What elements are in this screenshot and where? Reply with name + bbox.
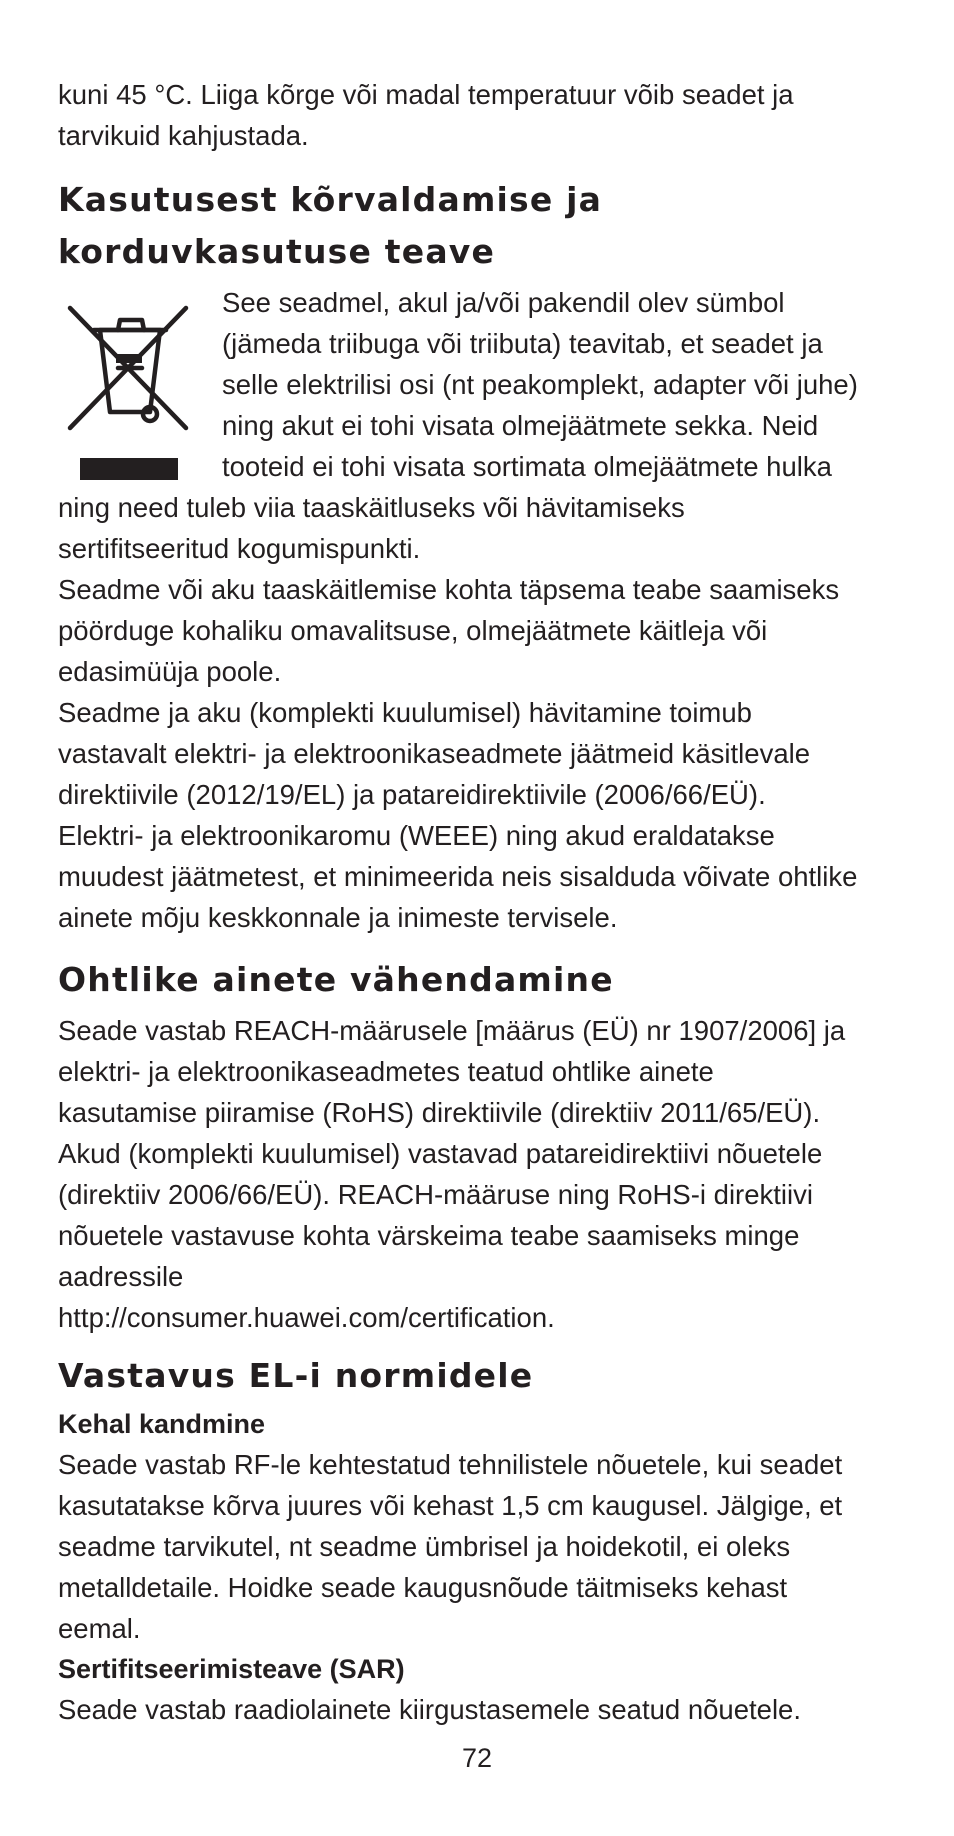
disposal-heading: Kasutusest kõrvaldamise ja korduvkasutuse teave bbox=[58, 180, 603, 271]
hazardous-paragraph: Seade vastab REACH-määrusele [määrus (EÜ) nr 1907/2006] ja elektri- ja elektroonikaseadmetes teatud ohtlike ainete kasutamise piiramise (RoHS) direktiivile (direktiiv 2011/65/EÜ). Akud (komplekti kuulumisel) vastavad patareidirektiivi nõuetele (direktiiv 2006/66/EÜ). REACH-määruse ning RoHS-i direktiivi nõuetele vastavuse kohta värskeima teabe saamiseks minge aadressile bbox=[58, 1015, 846, 1292]
disposal-paragraph-2: Seadme või aku taaskäitlemise kohta täpsema teabe saamiseks pöörduge kohaliku omavalitsuse, olmejäätmete käitleja või edasimüüja poole. bbox=[58, 574, 840, 687]
page-number: 72 bbox=[461, 1743, 493, 1773]
certification-url: http://consumer.huawei.com/certification. bbox=[58, 1302, 555, 1333]
weee-bar bbox=[80, 458, 178, 480]
body-worn-subheading: Kehal kandmine bbox=[58, 1409, 266, 1439]
eu-compliance-heading: Vastavus EL-i normidele bbox=[58, 1356, 534, 1395]
body-worn-paragraph: Seade vastab RF-le kehtestatud tehnilistele nõuetele, kui seadet kasutatakse kõrva juures või kehast 1,5 cm kaugusel. Jälgige, et seadme tarvikutel, nt seadme ümbrisel ja hoidekotil, ei oleks metalldetaile. Hoidke seade kaugusnõude täitmiseks kehast eemal. bbox=[58, 1449, 843, 1644]
disposal-paragraph-3: Seadme ja aku (komplekti kuulumisel) hävitamine toimub vastavalt elektri- ja elektroonikaseadmete jäätmeid käsitlevale direktiivile (2012/19/EL) ja patareidirektiivile (2006/66/EÜ). Elektri- ja elektroonikaromu (WEEE) ning akud eraldatakse muudest jäätmetest, et minimeerida neis sisalduda võivate ohtlike ainete mõju keskkonnale ja inimeste tervisele. bbox=[58, 697, 858, 933]
disposal-paragraph-1: See seadmel, akul ja/või pakendil olev sümbol (jämeda triibuga või triibuta) teavitab, et seadet ja selle elektrilisi osi (nt peakomplekt, adapter või juhe) ning akut ei tohi visata olmejäätmete sekka. Neid tooteid ei tohi visata sortimata olmejäätmete hulka ning need tuleb viia taaskäitluseks või hävitamiseks sertifitseeritud kogumispunkti. bbox=[58, 287, 858, 564]
intro-paragraph: kuni 45 °C. Liiga kõrge või madal temperatuur võib seadet ja tarvikuid kahjustada. bbox=[58, 79, 794, 151]
disposal-block bbox=[58, 282, 858, 569]
sar-paragraph: Seade vastab raadiolainete kiirgustasemele seatud nõuetele. bbox=[58, 1694, 801, 1725]
crossed-out-wheelie-bin-icon bbox=[58, 290, 208, 486]
sar-subheading: Sertifitseerimisteave (SAR) bbox=[58, 1654, 405, 1684]
document-page bbox=[58, 74, 858, 1730]
hazardous-heading: Ohtlike ainete vähendamine bbox=[58, 960, 614, 999]
